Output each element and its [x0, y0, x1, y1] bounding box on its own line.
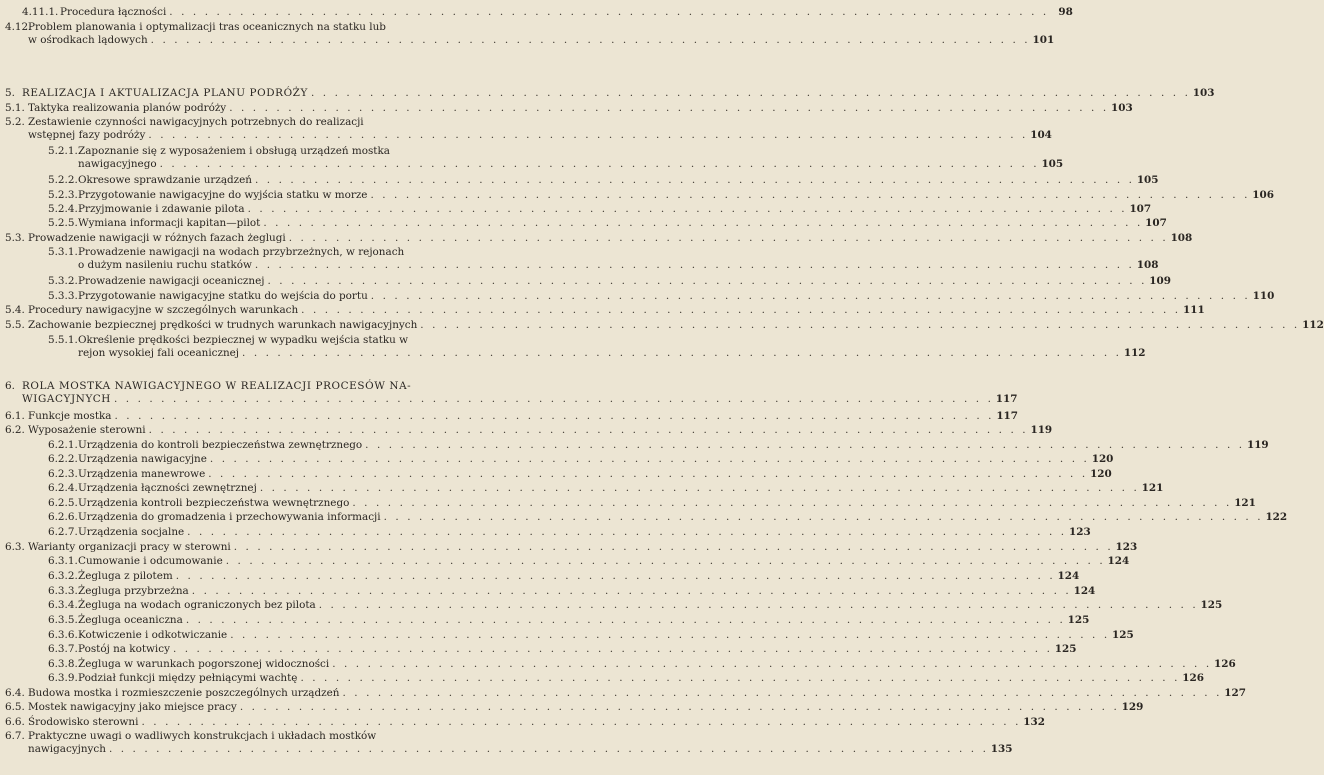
toc-entry-number: 5.2.4. — [48, 203, 78, 215]
toc-entry-title: Urządzenia do gromadzenia i przechowywania informacji — [78, 511, 381, 523]
toc-entry-page: 112 — [1123, 347, 1146, 360]
toc-entry-line — [22, 393, 1018, 406]
toc-entry-number: 6.2. — [5, 424, 25, 436]
toc-entry-title: Zachowanie bezpiecznej prędkości w trudnych warunkach nawigacyjnych — [28, 319, 418, 331]
toc-entry-number: 6.2.5. — [48, 497, 78, 509]
toc-entry-line — [28, 232, 1193, 245]
toc-entry-line — [28, 541, 1138, 554]
toc-entry-line — [28, 102, 1133, 115]
toc-entry-title: Funkcje mostka — [28, 410, 112, 422]
toc-entry-number: 5.2.5. — [48, 217, 78, 229]
toc-entry-title: Przygotowanie nawigacyjne do wyjścia statku w morze — [78, 189, 368, 201]
toc-entry-number: 6.3.9. — [48, 672, 78, 684]
toc-entry-line — [78, 439, 1269, 452]
toc-entry-number: 6.2.1. — [48, 439, 78, 451]
toc-entry-page: 111 — [1183, 304, 1205, 316]
toc-entry-line — [28, 21, 494, 34]
dot-leader: . . . . . . . . . . . . . . . . . . . . . . . . . . . . . . . . . . . . . . . . . . . . . . . . . . . . . . . . . . . . . . . . . . . . . . . . . . . — [300, 672, 1180, 684]
toc-entry-page: 124 — [1107, 555, 1130, 567]
toc-entry-page: 125 — [1200, 599, 1223, 611]
dot-leader: . . . . . . . . . . . . . . . . . . . . . . . . . . . . . . . . . . . . . . . . . . . . . . . . . . . . . . . . . . . . . . . . . . . . . . . . . . . — [229, 102, 1109, 114]
toc-entry-page: 103 — [1111, 102, 1133, 114]
toc-entry-line — [78, 672, 1204, 685]
toc-entry-page: 117 — [995, 393, 1018, 406]
toc-entry-page: 121 — [1234, 497, 1256, 509]
toc-entry-number: 5.2.2. — [48, 174, 78, 186]
toc-entry-page: 105 — [1041, 158, 1064, 171]
toc-entry-title: Żegluga na wodach ograniczonych bez pilota — [78, 599, 316, 611]
toc-entry-line — [78, 468, 1112, 481]
toc-entry-page: 110 — [1252, 290, 1275, 302]
toc-entry-title: Urządzenia socjalne — [78, 526, 185, 538]
dot-leader: . . . . . . . . . . . . . . . . . . . . . . . . . . . . . . . . . . . . . . . . . . . . . . . . . . . . . . . . . . . . . . . . . . . . . . . . . . . — [230, 629, 1110, 641]
toc-entry-title: Mostek nawigacyjny jako miejsce pracy — [28, 701, 237, 713]
toc-entry-title: Określenie prędkości bezpiecznej w wypadku wejścia statku w — [78, 334, 409, 346]
dot-leader: . . . . . . . . . . . . . . . . . . . . . . . . . . . . . . . . . . . . . . . . . . . . . . . . . . . . . . . . . . . . . . . . . . . . . . . . . . . — [175, 570, 1056, 582]
toc-entry-title: Kotwiczenie i odkotwiczanie — [78, 629, 228, 641]
toc-entry-page: 108 — [1136, 259, 1159, 272]
dot-leader: . . . . . . . . . . . . . . . . . . . . . . . . . . . . . . . . . . . . . . . . . . . . . . . . . . . . . . . . . . . . . . . . . . . . . . . . . . . — [187, 526, 1067, 538]
dot-leader: . . . . . . . . . . . . . . . . . . . . . . . . . . . . . . . . . . . . . . . . . . . . . . . . . . . . . . . . . . . . . . . . . . . . . . . . . . . — [263, 217, 1143, 229]
toc-entry-page: 125 — [1067, 614, 1090, 626]
dot-leader: . . . . . . . . . . . . . . . . . . . . . . . . . . . . . . . . . . . . . . . . . . . . . . . . . . . . . . . . . . . . . . . . . . . . . . . . . . . — [113, 393, 994, 406]
dot-leader: . . . . . . . . . . . . . . . . . . . . . . . . . . . . . . . . . . . . . . . . . . . . . . . . . . . . . . . . . . . . . . . . . . . . . . . . . . . — [208, 468, 1088, 480]
dot-leader: . . . . . . . . . . . . . . . . . . . . . . . . . . . . . . . . . . . . . . . . . . . . . . . . . . . . . . . . . . . . . . . . . . . . . . . . . . . — [141, 716, 1021, 728]
toc-entry-page: 126 — [1214, 658, 1236, 670]
toc-entry-page: 98 — [1058, 6, 1073, 18]
toc-entry-page: 126 — [1182, 672, 1204, 684]
toc-entry-number: 6.3.5. — [48, 614, 78, 626]
dot-leader: . . . . . . . . . . . . . . . . . . . . . . . . . . . . . . . . . . . . . . . . . . . . . . . . . . . . . . . . . . . . . . . . . . . . . . . . . . . — [172, 643, 1053, 655]
toc-entry-title: nawigacyjnych — [28, 743, 106, 756]
toc-entry-title: Przygotowanie nawigacyjne statku do wejścia do portu — [78, 290, 368, 302]
toc-entry-page: 103 — [1192, 87, 1215, 99]
toc-entry-line — [28, 730, 494, 743]
toc-entry-page: 106 — [1252, 189, 1274, 201]
dot-leader: . . . . . . . . . . . . . . . . . . . . . . . . . . . . . . . . . . . . . . . . . . . . . . . . . . . . . . . . . . . . . . . . . . . . . . . . . . . — [370, 290, 1251, 302]
toc-entry-title: Urządzenia kontroli bezpieczeństwa wewnętrznego — [78, 497, 350, 509]
toc-entry-title: Urządzenia łączności zewnętrznej — [78, 482, 257, 494]
dot-leader: . . . . . . . . . . . . . . . . . . . . . . . . . . . . . . . . . . . . . . . . . . . . . . . . . . . . . . . . . . . . . . . . . . . . . . . . . . . — [191, 585, 1072, 597]
toc-entry-title: Taktyka realizowania planów podróży — [28, 102, 227, 114]
toc-entry-line — [78, 614, 1090, 627]
toc-entry-line — [78, 290, 1275, 303]
toc-entry-page: 123 — [1115, 541, 1138, 553]
toc-entry-title: wstępnej fazy podróży — [28, 129, 146, 142]
toc-entry-line — [78, 174, 1159, 187]
toc-entry-line — [78, 259, 1159, 272]
dot-leader: . . . . . . . . . . . . . . . . . . . . . . . . . . . . . . . . . . . . . . . . . . . . . . . . . . . . . . . . . . . . . . . . . . . . . . . . . . . — [254, 259, 1135, 272]
toc-entry-title: Praktyczne uwagi o wadliwych konstrukcjach i układach mostków — [28, 730, 377, 742]
dot-leader: . . . . . . . . . . . . . . . . . . . . . . . . . . . . . . . . . . . . . . . . . . . . . . . . . . . . . . . . . . . . . . . . . . . . . . . . . . . — [365, 439, 1245, 451]
dot-leader: . . . . . . . . . . . . . . . . . . . . . . . . . . . . . . . . . . . . . . . . . . . . . . . . . . . . . . . . . . . . . . . . . . . . . . . . . . . — [267, 275, 1147, 287]
dot-leader: . . . . . . . . . . . . . . . . . . . . . . . . . . . . . . . . . . . . . . . . . . . . . . . . . . . . . . . . . . . . . . . . . . . . . . . . . . . — [352, 497, 1232, 509]
toc-entry-line — [78, 453, 1114, 466]
dot-leader: . . . . . . . . . . . . . . . . . . . . . . . . . . . . . . . . . . . . . . . . . . . . . . . . . . . . . . . . . . . . . . . . . . . . . . . . . . . — [148, 424, 1029, 436]
toc-entry-line — [28, 34, 1055, 47]
toc-entry-title: Prowadzenie nawigacji w różnych fazach żeglugi — [28, 232, 286, 244]
toc-entry-page: 123 — [1069, 526, 1091, 538]
toc-entry-line — [28, 424, 1053, 437]
toc-entry-page: 120 — [1091, 453, 1114, 465]
toc-entry-line — [78, 599, 1223, 612]
toc-entry-number: 5.5.1. — [48, 334, 78, 346]
toc-entry-title: Wyposażenie sterowni — [28, 424, 146, 436]
dot-leader: . . . . . . . . . . . . . . . . . . . . . . . . . . . . . . . . . . . . . . . . . . . . . . . . . . . . . . . . . . . . . . . . . . . . . . . . . . . — [332, 658, 1212, 670]
dot-leader: . . . . . . . . . . . . . . . . . . . . . . . . . . . . . . . . . . . . . . . . . . . . . . . . . . . . . . . . . . . . . . . . . . . . . . . . . . . — [209, 453, 1090, 465]
toc-entry-page: 109 — [1149, 275, 1171, 287]
toc-entry-page: 121 — [1141, 482, 1164, 494]
toc-entry-title: o dużym nasileniu ruchu statków — [78, 259, 252, 272]
dot-leader: . . . . . . . . . . . . . . . . . . . . . . . . . . . . . . . . . . . . . . . . . . . . . . . . . . . . . . . . . . . . . . . . . . . . . . . . . . . — [233, 541, 1114, 553]
toc-entry-number: 4.11.1. — [22, 6, 59, 18]
toc-entry-number: 6.3.4. — [48, 599, 78, 611]
toc-entry-line — [28, 701, 1144, 714]
toc-entry-number: 6.2.2. — [48, 453, 78, 465]
toc-entry-title: nawigacyjnego — [78, 158, 157, 171]
toc-entry-title: Podział funkcji między pełniącymi wachtę — [78, 672, 298, 684]
toc-entry-line — [78, 511, 1288, 524]
toc-entry-line — [28, 129, 1052, 142]
dot-leader: . . . . . . . . . . . . . . . . . . . . . . . . . . . . . . . . . . . . . . . . . . . . . . . . . . . . . . . . . . . . . . . . . . . . . . . . . . . — [370, 189, 1250, 201]
toc-entry-line — [22, 87, 1215, 100]
dot-leader: . . . . . . . . . . . . . . . . . . . . . . . . . . . . . . . . . . . . . . . . . . . . . . . . . . . . . . . . . . . . . . . . . . . . . . . . . . . — [259, 482, 1140, 494]
toc-entry-page: 125 — [1112, 629, 1134, 641]
toc-entry-number: 6.4. — [5, 687, 25, 699]
toc-entry-title: Procedury nawigacyjne w szczególnych warunkach — [28, 304, 299, 316]
toc-entry-number: 5.3.3. — [48, 290, 78, 302]
toc-entry-page: 104 — [1030, 129, 1052, 142]
toc-entry-title: Żegluga w warunkach pogorszonej widoczności — [78, 658, 330, 670]
dot-leader: . . . . . . . . . . . . . . . . . . . . . . . . . . . . . . . . . . . . . . . . . . . . . . . . . . . . . . . . . . . . . . . . . . . . . . . . . . . — [420, 319, 1300, 331]
dot-leader: . . . . . . . . . . . . . . . . . . . . . . . . . . . . . . . . . . . . . . . . . . . . . . . . . . . . . . . . . . . . . . . . . . . . . . . . . . . — [114, 410, 995, 422]
toc-entry-page: 112 — [1302, 319, 1324, 331]
toc-entry-number: 6.2.3. — [48, 468, 78, 480]
toc-entry-line — [78, 555, 1130, 568]
toc-entry-line — [78, 643, 1077, 656]
toc-entry-line — [78, 570, 1080, 583]
toc-entry-page: 127 — [1224, 687, 1246, 699]
dot-leader: . . . . . . . . . . . . . . . . . . . . . . . . . . . . . . . . . . . . . . . . . . . . . . . . . . . . . . . . . . . . . . . . . . . . . . . . . . . — [247, 203, 1128, 215]
toc-entry-number: 5. — [5, 87, 15, 99]
toc-entry-page: 122 — [1265, 511, 1288, 523]
toc-entry-number: 6.7. — [5, 730, 25, 742]
toc-entry-line — [28, 716, 1045, 729]
toc-entry-line — [78, 497, 1256, 510]
toc-entry-line — [78, 334, 494, 347]
dot-leader: . . . . . . . . . . . . . . . . . . . . . . . . . . . . . . . . . . . . . . . . . . . . . . . . . . . . . . . . . . . . . . . . . . . . . . . . . . . — [150, 34, 1031, 47]
toc-entry-line — [28, 410, 1019, 423]
toc-entry-line — [78, 203, 1152, 216]
toc-entry-number: 6.3.6. — [48, 629, 78, 641]
toc-entry-line — [78, 246, 494, 259]
toc-entry-title: Problem planowania i optymalizacji tras oceanicznych na statku lub — [28, 21, 386, 33]
dot-leader: . . . . . . . . . . . . . . . . . . . . . . . . . . . . . . . . . . . . . . . . . . . . . . . . . . . . . . . . . . . . . . . . . . . . . . . . . . . — [108, 743, 989, 756]
toc-entry-page: 135 — [990, 743, 1013, 756]
toc-entry-line — [28, 319, 1324, 332]
toc-entry-number: 5.1. — [5, 102, 25, 114]
toc-entry-line — [78, 189, 1274, 202]
toc-entry-line — [78, 482, 1164, 495]
dot-leader: . . . . . . . . . . . . . . . . . . . . . . . . . . . . . . . . . . . . . . . . . . . . . . . . . . . . . . . . . . . . . . . . . . . . . . . . . . . — [148, 129, 1028, 142]
toc-entry-title: Postój na kotwicy — [78, 643, 170, 655]
toc-entry-page: 125 — [1054, 643, 1077, 655]
toc-entry-line — [78, 275, 1171, 288]
toc-entry-title: Żegluga oceaniczna — [78, 614, 183, 626]
toc-entry-number: 5.3.1. — [48, 246, 78, 258]
dot-leader: . . . . . . . . . . . . . . . . . . . . . . . . . . . . . . . . . . . . . . . . . . . . . . . . . . . . . . . . . . . . . . . . . . . . . . . . . . . — [310, 87, 1191, 99]
toc-entry-number: 6.2.6. — [48, 511, 78, 523]
toc-entry-page: 117 — [996, 410, 1019, 422]
toc-entry-title: Zestawienie czynności nawigacyjnych potrzebnych do realizacji — [28, 116, 364, 128]
toc-entry-page: 108 — [1170, 232, 1193, 244]
toc-entry-line — [28, 743, 1013, 756]
toc-entry-title: Urządzenia manewrowe — [78, 468, 206, 480]
toc-entry-title: ROLA MOSTKA NAWIGACYJNEGO W REALIZACJI PROCESÓW NA- — [22, 380, 412, 392]
dot-leader: . . . . . . . . . . . . . . . . . . . . . . . . . . . . . . . . . . . . . . . . . . . . . . . . . . . . . . . . . . . . . . . . . . . . . . . . . . . — [169, 6, 1049, 18]
toc-entry-page: 101 — [1032, 34, 1055, 47]
toc-entry-page: 107 — [1145, 217, 1167, 229]
toc-entry-title: Warianty organizacji pracy w sterowni — [28, 541, 231, 553]
toc-entry-title: Okresowe sprawdzanie urządzeń — [78, 174, 252, 186]
dot-leader: . . . . . . . . . . . . . . . . . . . . . . . . . . . . . . . . . . . . . . . . . . . . . . . . . . . . . . . . . . . . . . . . . . . . . . . . . . . — [383, 511, 1264, 523]
toc-entry-line — [22, 380, 494, 393]
toc-entry-title: Żegluga z pilotem — [78, 570, 173, 582]
toc-entry-page: 120 — [1090, 468, 1112, 480]
toc-entry-number: 6.2.7. — [48, 526, 78, 538]
toc-entry-title: Prowadzenie nawigacji oceanicznej — [78, 275, 265, 287]
toc-entry-title: Środowisko sterowni — [28, 716, 139, 728]
toc-entry-page: 107 — [1129, 203, 1152, 215]
toc-entry-number: 4.12. — [5, 21, 32, 33]
dot-leader: . . . . . . . . . . . . . . . . . . . . . . . . . . . . . . . . . . . . . . . . . . . . . . . . . . . . . . . . . . . . . . . . . . . . . . . . . . . — [288, 232, 1169, 244]
toc-entry-line — [28, 687, 1246, 700]
toc-entry-page: 132 — [1023, 716, 1045, 728]
toc-entry-title: w ośrodkach lądowych — [28, 34, 148, 47]
dot-leader: . . . . . . . . . . . . . . . . . . . . . . . . . . . . . . . . . . . . . . . . . . . . . . . . . . . . . . . . . . . . . . . . . . . . . . . . . . . — [185, 614, 1066, 626]
toc-entry-page: 124 — [1073, 585, 1096, 597]
toc-entry-title: Budowa mostka i rozmieszczenie poszczególnych urządzeń — [28, 687, 340, 699]
toc-entry-title: REALIZACJA I AKTUALIZACJA PLANU PODRÓŻY — [22, 87, 308, 99]
toc-entry-title: WIGACYJNYCH — [22, 393, 111, 406]
toc-entry-number: 6.3. — [5, 541, 25, 553]
toc-entry-title: Przyjmowanie i zdawanie pilota — [78, 203, 245, 215]
dot-leader: . . . . . . . . . . . . . . . . . . . . . . . . . . . . . . . . . . . . . . . . . . . . . . . . . . . . . . . . . . . . . . . . . . . . . . . . . . . — [342, 687, 1222, 699]
dot-leader: . . . . . . . . . . . . . . . . . . . . . . . . . . . . . . . . . . . . . . . . . . . . . . . . . . . . . . . . . . . . . . . . . . . . . . . . . . . — [318, 599, 1199, 611]
toc-entry-title: Zapoznanie się z wyposażeniem i obsługą urządzeń mostka — [78, 145, 390, 157]
toc-entry-line — [78, 585, 1096, 598]
toc-entry-number: 6.1. — [5, 410, 25, 422]
toc-entry-line — [60, 6, 1073, 19]
toc-entry-number: 5.4. — [5, 304, 25, 316]
toc-entry-number: 6.3.7. — [48, 643, 78, 655]
toc-entry-number: 6.5. — [5, 701, 25, 713]
toc-entry-number: 5.3.2. — [48, 275, 78, 287]
toc-entry-line — [78, 526, 1091, 539]
toc-entry-line — [28, 116, 494, 129]
toc-entry-number: 6. — [5, 380, 15, 392]
toc-entry-number: 6.3.8. — [48, 658, 78, 670]
toc-entry-number: 5.2.1. — [48, 145, 78, 157]
toc-entry-number: 5.3. — [5, 232, 25, 244]
toc-entry-line — [78, 347, 1146, 360]
toc-entry-number: 6.6. — [5, 716, 25, 728]
toc-entry-number: 5.5. — [5, 319, 25, 331]
dot-leader: . . . . . . . . . . . . . . . . . . . . . . . . . . . . . . . . . . . . . . . . . . . . . . . . . . . . . . . . . . . . . . . . . . . . . . . . . . . — [159, 158, 1040, 171]
toc-entry-title: Prowadzenie nawigacji na wodach przybrzeżnych, w rejonach — [78, 246, 405, 258]
dot-leader: . . . . . . . . . . . . . . . . . . . . . . . . . . . . . . . . . . . . . . . . . . . . . . . . . . . . . . . . . . . . . . . . . . . . . . . . . . . — [242, 347, 1122, 360]
toc-entry-number: 6.2.4. — [48, 482, 78, 494]
toc-entry-page: 119 — [1030, 424, 1053, 436]
toc-entry-page: 129 — [1121, 701, 1144, 713]
toc-entry-page: 105 — [1136, 174, 1159, 186]
toc-entry-title: Wymiana informacji kapitan—pilot — [78, 217, 261, 229]
dot-leader: . . . . . . . . . . . . . . . . . . . . . . . . . . . . . . . . . . . . . . . . . . . . . . . . . . . . . . . . . . . . . . . . . . . . . . . . . . . — [225, 555, 1106, 567]
toc-entry-line — [28, 304, 1205, 317]
toc-entry-number: 6.3.3. — [48, 585, 78, 597]
toc-entry-page: 124 — [1057, 570, 1080, 582]
dot-leader: . . . . . . . . . . . . . . . . . . . . . . . . . . . . . . . . . . . . . . . . . . . . . . . . . . . . . . . . . . . . . . . . . . . . . . . . . . . — [301, 304, 1181, 316]
toc-entry-page: 119 — [1246, 439, 1269, 451]
dot-leader: . . . . . . . . . . . . . . . . . . . . . . . . . . . . . . . . . . . . . . . . . . . . . . . . . . . . . . . . . . . . . . . . . . . . . . . . . . . — [255, 174, 1135, 186]
toc-entry-title: Żegluga przybrzeżna — [78, 585, 189, 597]
toc-entry-line — [78, 217, 1167, 230]
toc-entry-number: 6.3.1. — [48, 555, 78, 567]
toc-entry-title: Urządzenia do kontroli bezpieczeństwa zewnętrznego — [78, 439, 363, 451]
toc-entry-line — [78, 629, 1134, 642]
toc-entry-number: 5.2.3. — [48, 189, 78, 201]
toc-entry-number: 5.2. — [5, 116, 25, 128]
toc-entry-line — [78, 145, 494, 158]
dot-leader: . . . . . . . . . . . . . . . . . . . . . . . . . . . . . . . . . . . . . . . . . . . . . . . . . . . . . . . . . . . . . . . . . . . . . . . . . . . — [239, 701, 1120, 713]
toc-entry-title: rejon wysokiej fali oceanicznej — [78, 347, 240, 360]
toc-entry-title: Procedura łączności — [60, 6, 167, 18]
toc-entry-number: 6.3.2. — [48, 570, 78, 582]
toc-entry-line — [78, 658, 1236, 671]
toc-entry-line — [78, 158, 1064, 171]
toc-entry-title: Urządzenia nawigacyjne — [78, 453, 207, 465]
toc-entry-title: Cumowanie i odcumowanie — [78, 555, 223, 567]
